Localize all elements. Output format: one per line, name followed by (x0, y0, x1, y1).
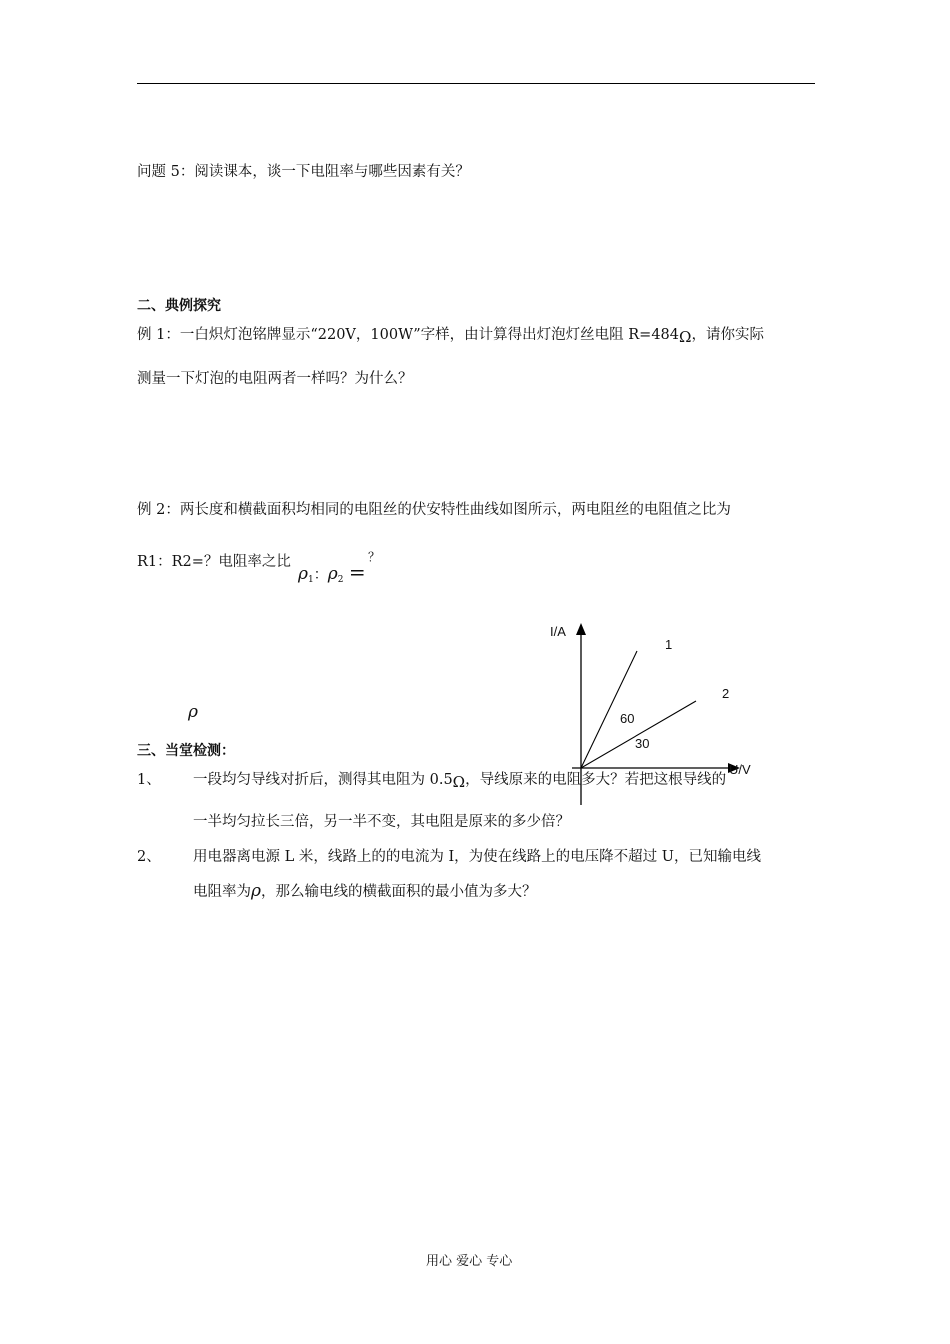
item-1-number: 1、 (137, 772, 161, 788)
example-1-text-a: 例 1：一白炽灯泡铭牌显示“220V，100W”字样，由计算得出灯泡灯丝电阻 R=484 (137, 327, 680, 343)
example-2-line-2 (137, 550, 291, 571)
item-1-line-2: 一半均匀拉长三倍，另一半不变，其电阻是原来的多少倍？ (193, 814, 570, 830)
ohm-symbol: Ω (679, 328, 692, 346)
stray-rho-symbol: ρ (188, 702, 198, 722)
x-axis-label: U/V (729, 762, 751, 777)
section-3-title: 三、当堂检测： (137, 743, 235, 759)
rho-2-subscript: 2 (337, 575, 344, 585)
angle-60-label: 60 (620, 711, 635, 726)
y-axis-label: I/A (550, 624, 566, 639)
example-2-line-1: 例 2：两长度和横截面积均相同的电阻丝的伏安特性曲线如图所示，两电阻丝的电阻值之比为 (137, 502, 731, 518)
section-2-title: 二、典例探究 (137, 298, 221, 314)
line-2 (581, 701, 696, 768)
line-1-label: 1 (665, 637, 673, 652)
item-1-text-b: ，导线原来的电阻多大？若把这根导线的 (465, 772, 727, 788)
rho-1: ρ (298, 564, 308, 584)
line-1 (581, 651, 637, 768)
rho-symbol: ρ (251, 881, 261, 901)
rho-1-subscript: 1 (308, 575, 314, 585)
item-1-line-1 (193, 768, 726, 789)
question-5: 问题 5：阅读课本，谈一下电阻率与哪些因素有关？ (137, 164, 470, 180)
item-2-line-1: 用电器离电源 L 米，线路上的的电流为 I，为使在线路上的电压降不超过 U，已知输电线 (193, 849, 762, 865)
y-axis-arrow (576, 623, 586, 635)
example-1-line-1 (137, 323, 764, 344)
ratio-question-mark: ？ (368, 550, 381, 564)
header-rule (137, 83, 815, 84)
rho-2: ρ (327, 564, 338, 584)
resistivity-ratio (298, 560, 366, 584)
line-2-label: 2 (722, 686, 730, 701)
item-2-number: 2、 (137, 849, 161, 865)
item-2-text-a: 电阻率为 (193, 884, 251, 900)
item-1-text-a: 一段均匀导线对折后，测得其电阻为 0.5 (193, 772, 453, 788)
angle-30-label: 30 (635, 736, 650, 751)
ohm-symbol-2: Ω (452, 773, 466, 791)
example-2-text-a: R1：R2=？电阻率之比 (137, 554, 291, 570)
example-1-text-b: ，请你实际 (691, 327, 764, 343)
ratio-colon: ： (313, 567, 328, 583)
equals-sign: = (348, 560, 366, 584)
page-footer: 用心 爱心 专心 (426, 1254, 513, 1269)
item-2-text-b: ，那么输电线的横截面积的最小值为多大？ (261, 884, 537, 900)
example-1-line-2: 测量一下灯泡的电阻两者一样吗？为什么？ (137, 371, 413, 387)
item-2-line-2 (193, 880, 537, 901)
